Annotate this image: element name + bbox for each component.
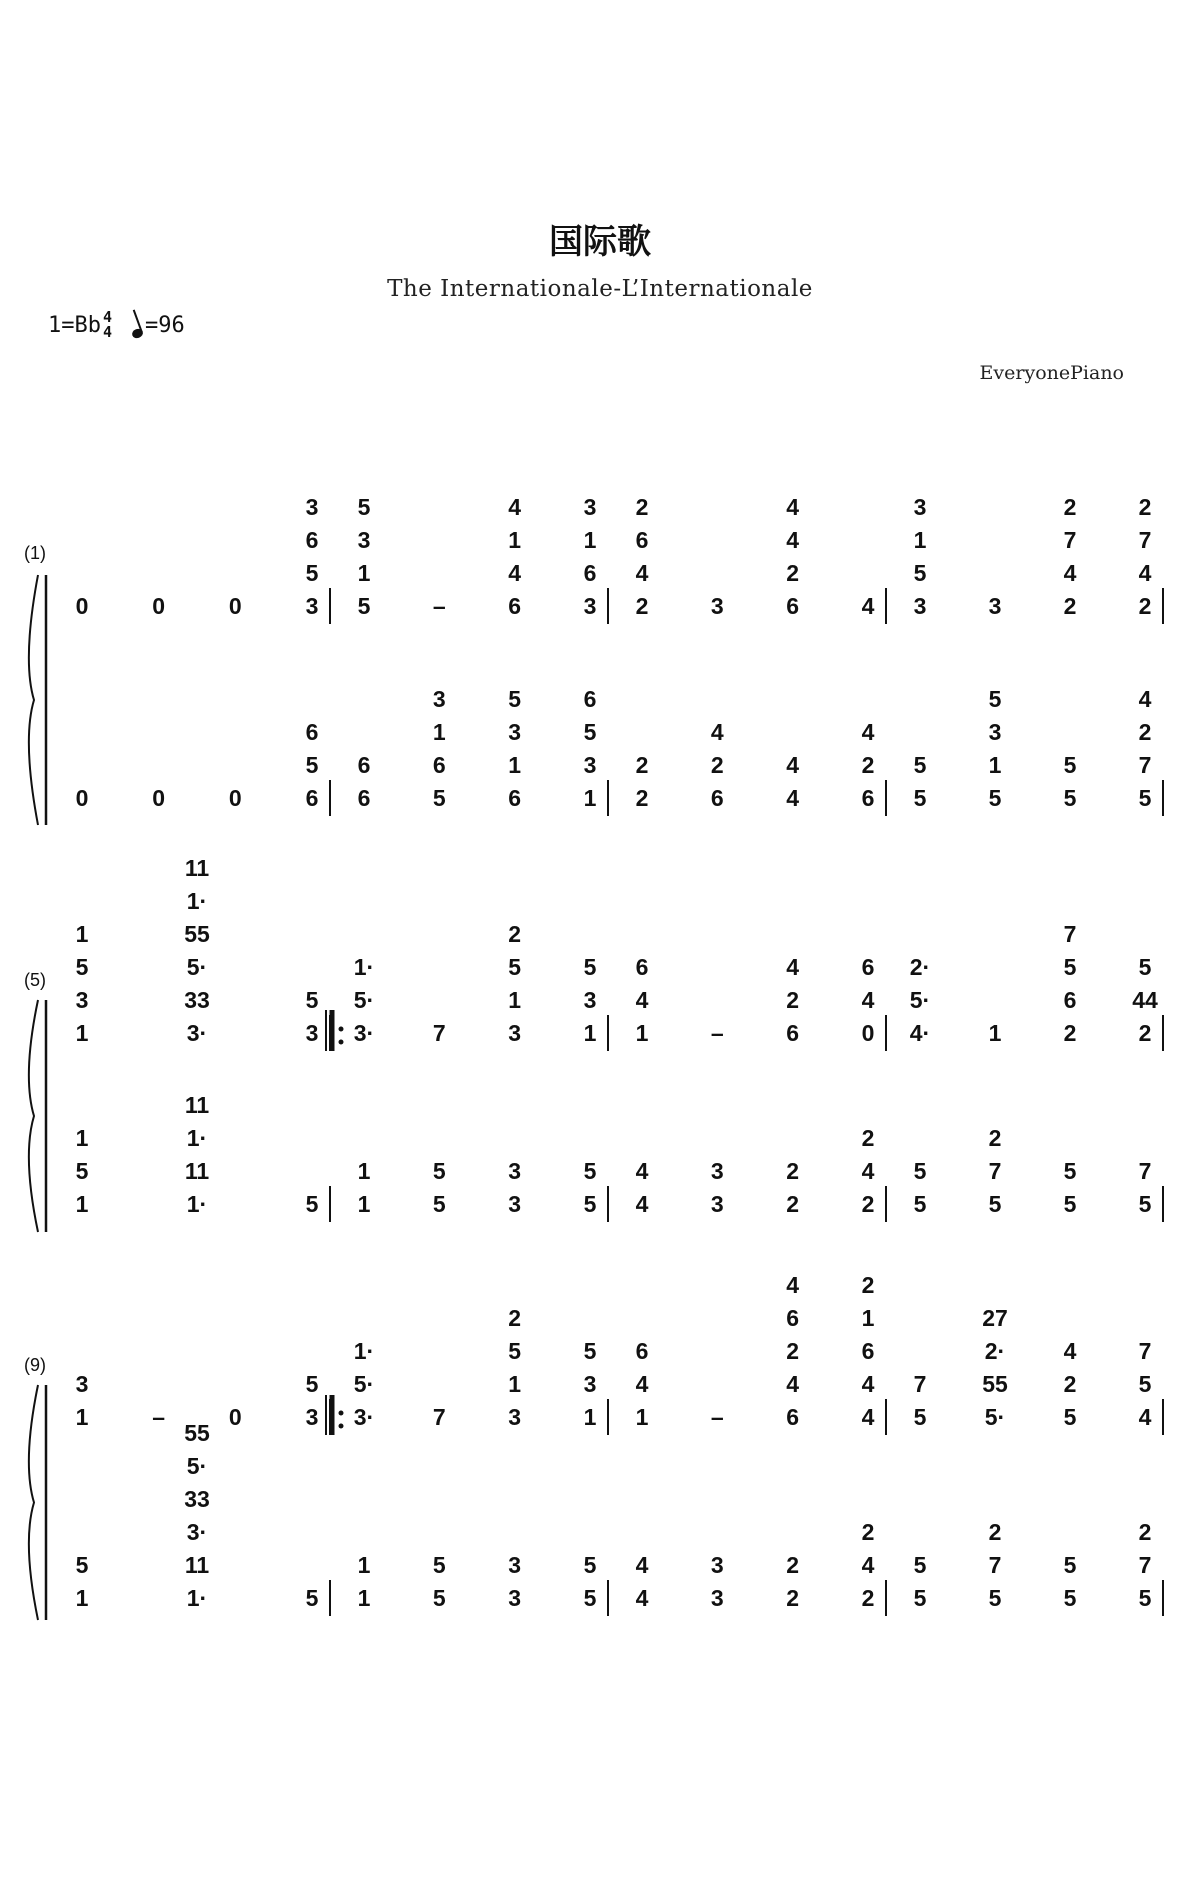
note-digit: 3 bbox=[357, 527, 371, 553]
note-digit: 5 bbox=[305, 987, 319, 1013]
note-digit: 11 bbox=[184, 855, 210, 881]
note-digit: 4 bbox=[786, 954, 800, 980]
note-digit: – bbox=[152, 1404, 166, 1430]
note-digit: 3 bbox=[913, 494, 927, 520]
note-digit: 3 bbox=[305, 593, 319, 619]
note-digit: 5 bbox=[583, 1338, 597, 1364]
note-digit: 6 bbox=[635, 1338, 649, 1364]
note-digit: 5 bbox=[508, 686, 522, 712]
note-digit: 2 bbox=[786, 1585, 800, 1611]
note-digit: 5 bbox=[583, 954, 597, 980]
note-digit: 5· bbox=[984, 1404, 1006, 1430]
note-digit: 4 bbox=[508, 494, 522, 520]
note-digit: 7 bbox=[1063, 921, 1077, 947]
note-digit: 6 bbox=[861, 1338, 875, 1364]
note-digit: 4 bbox=[635, 1371, 649, 1397]
note-digit: 1· bbox=[186, 1585, 208, 1611]
note-digit: 2 bbox=[635, 494, 649, 520]
note-digit: 55 bbox=[982, 1371, 1008, 1397]
system-brace bbox=[29, 1385, 38, 1620]
note-digit: 5 bbox=[1063, 1158, 1077, 1184]
note-digit: 1 bbox=[635, 1020, 649, 1046]
time-top: 4 bbox=[102, 308, 113, 326]
note-digit: 0 bbox=[75, 785, 89, 811]
note-digit: 2 bbox=[786, 1191, 800, 1217]
note-digit: 4 bbox=[861, 1552, 875, 1578]
note-digit: 5 bbox=[357, 593, 371, 619]
note-digit: – bbox=[710, 1404, 724, 1430]
note-digit: 2 bbox=[786, 1158, 800, 1184]
note-digit: 2 bbox=[861, 1125, 875, 1151]
note-digit: 1 bbox=[508, 527, 522, 553]
note-digit: 4 bbox=[861, 1158, 875, 1184]
note-digit: 4 bbox=[635, 987, 649, 1013]
system-number-1: (1) bbox=[24, 543, 46, 563]
note-digit: 7 bbox=[1138, 1552, 1152, 1578]
note-digit: 5 bbox=[1138, 954, 1152, 980]
note-digit: 6 bbox=[508, 593, 522, 619]
note-digit: 6 bbox=[786, 1020, 800, 1046]
note-digit: 1· bbox=[186, 1191, 208, 1217]
note-digit: 3 bbox=[432, 686, 446, 712]
note-digit: 4 bbox=[1063, 560, 1077, 586]
note-digit: 4 bbox=[1138, 686, 1152, 712]
note-digit: 1 bbox=[988, 1020, 1002, 1046]
note-digit: 2 bbox=[1063, 1371, 1077, 1397]
time-bottom: 4 bbox=[102, 323, 113, 341]
note-digit: 5· bbox=[186, 1453, 208, 1479]
note-digit: 3 bbox=[710, 1552, 724, 1578]
note-digit: 6 bbox=[635, 527, 649, 553]
note-digit: 1· bbox=[186, 888, 208, 914]
note-digit: 2 bbox=[1138, 1020, 1152, 1046]
note-digit: 6 bbox=[432, 752, 446, 778]
note-digit: 3 bbox=[583, 752, 597, 778]
note-digit: 5 bbox=[432, 1585, 446, 1611]
note-digit: 3 bbox=[710, 1585, 724, 1611]
note-digit: 2 bbox=[861, 1519, 875, 1545]
note-digit: 4 bbox=[861, 719, 875, 745]
note-digit: 4 bbox=[635, 1158, 649, 1184]
note-digit: 44 bbox=[1132, 987, 1158, 1013]
note-digit: 4 bbox=[635, 560, 649, 586]
system-brace bbox=[29, 575, 38, 825]
note-digit: 6 bbox=[786, 593, 800, 619]
note-digit: 2· bbox=[909, 954, 931, 980]
note-digit: 3 bbox=[988, 593, 1002, 619]
note-digit: 1 bbox=[75, 1404, 89, 1430]
note-digit: 5 bbox=[432, 785, 446, 811]
note-digit: 4 bbox=[635, 1552, 649, 1578]
note-digit: 1 bbox=[75, 1585, 89, 1611]
note-digit: 5 bbox=[913, 1585, 927, 1611]
note-digit: 5 bbox=[1063, 1404, 1077, 1430]
note-digit: 5 bbox=[1138, 1371, 1152, 1397]
note-digit: 0 bbox=[152, 593, 166, 619]
note-digit: 1 bbox=[357, 1191, 371, 1217]
note-digit: 1· bbox=[186, 1125, 208, 1151]
note-digit: 5 bbox=[913, 752, 927, 778]
note-digit: 2 bbox=[988, 1125, 1002, 1151]
note-digit: 2 bbox=[786, 1338, 800, 1364]
note-digit: 11 bbox=[184, 1092, 210, 1118]
note-digit: 5 bbox=[357, 494, 371, 520]
note-digit: 3· bbox=[353, 1404, 375, 1430]
note-digit: 6 bbox=[861, 954, 875, 980]
note-digit: 1 bbox=[861, 1305, 875, 1331]
note-digit: 1 bbox=[357, 1585, 371, 1611]
note-digit: 4 bbox=[861, 1371, 875, 1397]
note-digit: 7 bbox=[988, 1552, 1002, 1578]
note-digit: 5 bbox=[1063, 1585, 1077, 1611]
note-digit: 1 bbox=[583, 527, 597, 553]
note-digit: 6 bbox=[305, 527, 319, 553]
note-digit: 1· bbox=[353, 1338, 375, 1364]
note-digit: 4 bbox=[786, 494, 800, 520]
repeat-dot bbox=[339, 1040, 344, 1045]
note-digit: 33 bbox=[184, 1486, 210, 1512]
note-digit: 5· bbox=[353, 987, 375, 1013]
note-digit: 3 bbox=[508, 1191, 522, 1217]
note-digit: 4 bbox=[861, 987, 875, 1013]
note-digit: 5 bbox=[75, 954, 89, 980]
note-digit: 5 bbox=[913, 785, 927, 811]
note-digit: 5 bbox=[305, 752, 319, 778]
note-digit: 1 bbox=[583, 1020, 597, 1046]
note-digit: 5 bbox=[913, 1191, 927, 1217]
note-digit: 1· bbox=[353, 954, 375, 980]
note-digit: 7 bbox=[1138, 752, 1152, 778]
note-digit: 4 bbox=[786, 527, 800, 553]
note-digit: 0 bbox=[228, 593, 242, 619]
note-digit: 2 bbox=[635, 785, 649, 811]
note-digit: 7 bbox=[432, 1404, 446, 1430]
note-digit: 5 bbox=[305, 1371, 319, 1397]
note-digit: 3 bbox=[988, 719, 1002, 745]
note-digit: 4 bbox=[1063, 1338, 1077, 1364]
note-digit: 11 bbox=[184, 1158, 210, 1184]
note-digit: 0 bbox=[75, 593, 89, 619]
note-digit: 5 bbox=[305, 1191, 319, 1217]
note-digit: 5 bbox=[583, 719, 597, 745]
note-digit: 0 bbox=[228, 785, 242, 811]
note-digit: 1 bbox=[508, 1371, 522, 1397]
note-digit: 2 bbox=[1063, 494, 1077, 520]
note-digit: 5 bbox=[913, 1552, 927, 1578]
note-digit: 5 bbox=[913, 1158, 927, 1184]
note-digit: 4 bbox=[1138, 1404, 1152, 1430]
note-digit: 5 bbox=[913, 560, 927, 586]
repeat-dot bbox=[339, 1027, 344, 1032]
note-digit: 1 bbox=[508, 752, 522, 778]
note-digit: – bbox=[710, 1020, 724, 1046]
note-digit: 3 bbox=[508, 1552, 522, 1578]
note-digit: 3 bbox=[913, 593, 927, 619]
note-digit: 2 bbox=[710, 752, 724, 778]
note-digit: 5 bbox=[583, 1158, 597, 1184]
note-digit: 4 bbox=[508, 560, 522, 586]
note-digit: 5 bbox=[305, 1585, 319, 1611]
note-digit: 2 bbox=[635, 593, 649, 619]
note-digit: 5· bbox=[909, 987, 931, 1013]
note-digit: 2 bbox=[508, 921, 522, 947]
note-digit: 6 bbox=[357, 752, 371, 778]
note-digit: 6 bbox=[357, 785, 371, 811]
note-digit: 7 bbox=[1138, 1338, 1152, 1364]
note-digit: 5 bbox=[432, 1191, 446, 1217]
system-number-5: (5) bbox=[24, 970, 46, 990]
note-digit: 5 bbox=[508, 954, 522, 980]
note-digit: 6 bbox=[1063, 987, 1077, 1013]
note-digit: 5 bbox=[1063, 954, 1077, 980]
note-digit: 5 bbox=[1138, 1585, 1152, 1611]
note-digit: 6 bbox=[635, 954, 649, 980]
note-digit: 1 bbox=[913, 527, 927, 553]
note-digit: 1 bbox=[357, 560, 371, 586]
note-digit: 4 bbox=[710, 719, 724, 745]
note-digit: 2 bbox=[1063, 1020, 1077, 1046]
note-digit: 5 bbox=[988, 785, 1002, 811]
note-digit: 3 bbox=[583, 593, 597, 619]
note-digit: 1 bbox=[988, 752, 1002, 778]
repeat-dot bbox=[339, 1424, 344, 1429]
note-digit: 6 bbox=[786, 1404, 800, 1430]
note-digit: 1 bbox=[75, 1125, 89, 1151]
note-digit: 4 bbox=[635, 1585, 649, 1611]
note-digit: 4 bbox=[786, 1272, 800, 1298]
note-digit: 5 bbox=[988, 1191, 1002, 1217]
note-digit: 7 bbox=[432, 1020, 446, 1046]
note-digit: 2 bbox=[1138, 719, 1152, 745]
note-digit: 5 bbox=[432, 1552, 446, 1578]
note-digit: 2 bbox=[1138, 494, 1152, 520]
note-digit: 7 bbox=[1063, 527, 1077, 553]
note-digit: 3 bbox=[75, 1371, 89, 1397]
note-digit: 1 bbox=[583, 1404, 597, 1430]
note-digit: 5 bbox=[988, 686, 1002, 712]
note-digit: – bbox=[432, 593, 446, 619]
note-digit: 2 bbox=[786, 560, 800, 586]
note-digit: 2 bbox=[861, 1585, 875, 1611]
note-digit: 6 bbox=[583, 686, 597, 712]
note-digit: 7 bbox=[1138, 1158, 1152, 1184]
note-digit: 2 bbox=[786, 1552, 800, 1578]
note-digit: 6 bbox=[305, 785, 319, 811]
note-digit: 7 bbox=[988, 1158, 1002, 1184]
note-digit: 3· bbox=[186, 1519, 208, 1545]
note-digit: 33 bbox=[184, 987, 210, 1013]
note-digit: 5 bbox=[1063, 785, 1077, 811]
key-label: 1=Bb bbox=[48, 312, 101, 338]
note-digit: 3 bbox=[305, 1404, 319, 1430]
note-digit: 3 bbox=[583, 987, 597, 1013]
note-digit: 3 bbox=[710, 1158, 724, 1184]
note-digit: 5 bbox=[583, 1585, 597, 1611]
note-digit: 4 bbox=[786, 752, 800, 778]
note-digit: 3· bbox=[353, 1020, 375, 1046]
note-digit: 4 bbox=[786, 785, 800, 811]
note-digit: 6 bbox=[861, 785, 875, 811]
note-digit: 5· bbox=[186, 954, 208, 980]
note-digit: 2 bbox=[988, 1519, 1002, 1545]
note-digit: 1 bbox=[635, 1404, 649, 1430]
note-digit: 4 bbox=[1138, 560, 1152, 586]
note-digit: 5 bbox=[305, 560, 319, 586]
repeat-dot bbox=[339, 1411, 344, 1416]
note-digit: 5 bbox=[913, 1404, 927, 1430]
note-digit: 2· bbox=[984, 1338, 1006, 1364]
note-digit: 5 bbox=[75, 1158, 89, 1184]
note-digit: 1 bbox=[75, 921, 89, 947]
note-digit: 6 bbox=[786, 1305, 800, 1331]
note-digit: 55 bbox=[184, 921, 210, 947]
note-digit: 5· bbox=[353, 1371, 375, 1397]
note-digit: 6 bbox=[583, 560, 597, 586]
note-digit: 3 bbox=[305, 494, 319, 520]
note-digit: 2 bbox=[1063, 593, 1077, 619]
note-digit: 7 bbox=[913, 1371, 927, 1397]
note-digit: 3 bbox=[508, 1020, 522, 1046]
note-digit: 1 bbox=[75, 1191, 89, 1217]
note-digit: 2 bbox=[1138, 1519, 1152, 1545]
note-digit: 4 bbox=[635, 1191, 649, 1217]
note-digit: 3 bbox=[508, 1404, 522, 1430]
note-digit: 6 bbox=[508, 785, 522, 811]
note-digit: 3 bbox=[710, 593, 724, 619]
note-digit: 5 bbox=[583, 1552, 597, 1578]
note-digit: 3 bbox=[508, 1585, 522, 1611]
note-digit: 0 bbox=[861, 1020, 875, 1046]
note-digit: 5 bbox=[432, 1158, 446, 1184]
note-digit: 2 bbox=[635, 752, 649, 778]
note-digit: 3 bbox=[305, 1020, 319, 1046]
note-digit: 27 bbox=[982, 1305, 1008, 1331]
note-digit: 55 bbox=[184, 1420, 210, 1446]
score-title: 国际歌 bbox=[549, 222, 651, 262]
note-digit: 2 bbox=[1138, 593, 1152, 619]
tempo-mark: =96 bbox=[145, 312, 185, 338]
note-digit: 11 bbox=[184, 1552, 210, 1578]
note-digit: 1 bbox=[508, 987, 522, 1013]
note-digit: 5 bbox=[583, 1191, 597, 1217]
note-digit: 7 bbox=[1138, 527, 1152, 553]
note-digit: 6 bbox=[710, 785, 724, 811]
note-digit: 6 bbox=[305, 719, 319, 745]
note-digit: 5 bbox=[75, 1552, 89, 1578]
arranger: EveryonePiano bbox=[979, 362, 1124, 384]
note-digit: 2 bbox=[786, 987, 800, 1013]
note-digit: 5 bbox=[1063, 1552, 1077, 1578]
note-digit: 3 bbox=[508, 719, 522, 745]
note-digit: 5 bbox=[988, 1585, 1002, 1611]
system-number-9: (9) bbox=[24, 1355, 46, 1375]
note-digit: 2 bbox=[861, 1272, 875, 1298]
note-digit: 3· bbox=[186, 1020, 208, 1046]
note-digit: 0 bbox=[228, 1404, 242, 1430]
note-digit: 3 bbox=[710, 1191, 724, 1217]
note-digit: 5 bbox=[1063, 752, 1077, 778]
note-digit: 3 bbox=[583, 1371, 597, 1397]
note-digit: 5 bbox=[1138, 785, 1152, 811]
system-brace bbox=[29, 1000, 38, 1232]
note-digit: 4 bbox=[861, 1404, 875, 1430]
note-digit: 2 bbox=[508, 1305, 522, 1331]
note-digit: 5 bbox=[1138, 1191, 1152, 1217]
note-digit: 3 bbox=[75, 987, 89, 1013]
note-digit: 1 bbox=[432, 719, 446, 745]
note-digit: 1 bbox=[75, 1020, 89, 1046]
note-digit: 4 bbox=[861, 593, 875, 619]
note-digit: 3 bbox=[508, 1158, 522, 1184]
note-digit: 5 bbox=[1063, 1191, 1077, 1217]
note-digit: 5 bbox=[508, 1338, 522, 1364]
note-digit: 2 bbox=[861, 752, 875, 778]
note-digit: 1 bbox=[357, 1158, 371, 1184]
note-digit: 4· bbox=[909, 1020, 931, 1046]
note-digit: 0 bbox=[152, 785, 166, 811]
note-digit: 1 bbox=[357, 1552, 371, 1578]
note-digit: 3 bbox=[583, 494, 597, 520]
note-digit: 1 bbox=[583, 785, 597, 811]
note-digit: 4 bbox=[786, 1371, 800, 1397]
score-subtitle: The Internationale-L’Internationale bbox=[387, 276, 813, 302]
note-digit: 2 bbox=[861, 1191, 875, 1217]
